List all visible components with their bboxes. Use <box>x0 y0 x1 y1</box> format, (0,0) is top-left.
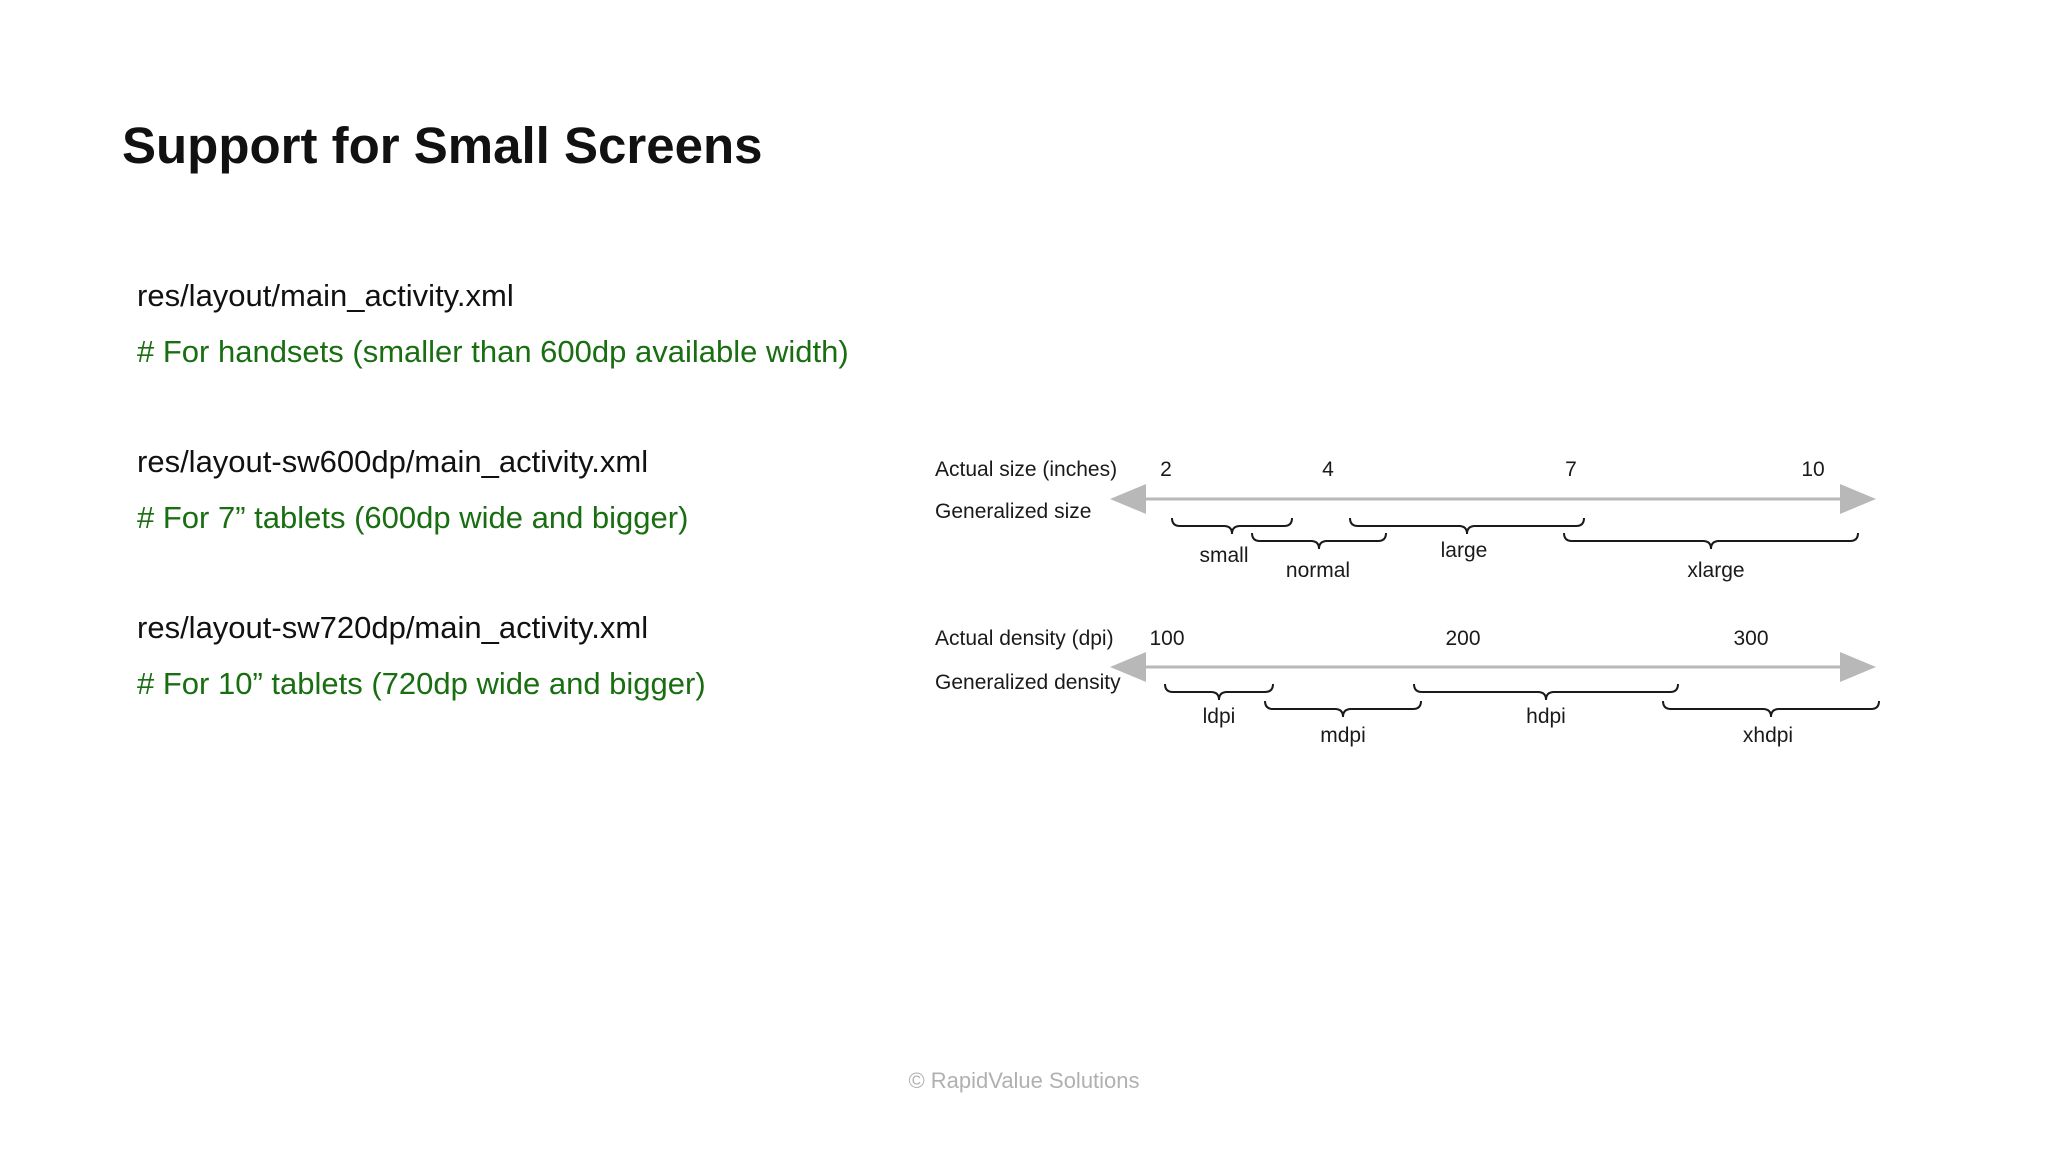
size-bucket-label: xlarge <box>1687 559 1745 582</box>
size-tick: 7 <box>1565 458 1577 481</box>
hdpi-brace <box>1414 684 1678 700</box>
density-bucket-label: xhdpi <box>1742 724 1794 747</box>
generalized-size-label: Generalized size <box>935 500 1092 523</box>
footer-copyright: © RapidValue Solutions <box>908 1068 1140 1093</box>
layout-path: res/layout-sw720dp/main_activity.xml <box>137 610 649 645</box>
screen-size-density-diagram <box>920 440 1880 770</box>
size-tick: 2 <box>1160 458 1172 481</box>
density-bucket-label: ldpi <box>1202 705 1236 728</box>
size-bucket-label: small <box>1199 544 1249 567</box>
layout-comment: # For handsets (smaller than 600dp available width) <box>137 334 849 369</box>
small-brace <box>1172 518 1292 534</box>
diagram-svg <box>920 440 1880 770</box>
size-bucket-label: large <box>1440 539 1488 562</box>
layout-comment: # For 10” tablets (720dp wide and bigger) <box>137 666 706 701</box>
ldpi-brace <box>1165 684 1273 700</box>
generalized-density-label: Generalized density <box>935 671 1121 694</box>
density-tick: 300 <box>1733 627 1769 650</box>
density-bucket-label: hdpi <box>1526 705 1566 728</box>
large-brace <box>1350 518 1584 534</box>
density-tick: 100 <box>1149 627 1185 650</box>
mdpi-brace <box>1265 701 1421 717</box>
layout-path: res/layout-sw600dp/main_activity.xml <box>137 444 649 479</box>
code-block-10in-tablets <box>137 607 706 705</box>
slide-title: Support for Small Screens <box>122 117 763 174</box>
actual-size-label: Actual size (inches) <box>935 458 1118 481</box>
code-block-7in-tablets <box>137 441 688 539</box>
size-tick: 10 <box>1801 458 1825 481</box>
normal-brace <box>1252 533 1386 549</box>
size-bucket-label: normal <box>1285 559 1351 582</box>
xlarge-brace <box>1564 533 1858 549</box>
xhdpi-brace <box>1663 701 1879 717</box>
actual-density-label: Actual density (dpi) <box>935 627 1114 650</box>
density-bucket-label: mdpi <box>1320 724 1366 747</box>
density-tick: 200 <box>1445 627 1481 650</box>
size-tick: 4 <box>1322 458 1334 481</box>
code-block-handsets <box>137 275 849 373</box>
layout-comment: # For 7” tablets (600dp wide and bigger) <box>137 500 689 535</box>
layout-path: res/layout/main_activity.xml <box>137 278 514 313</box>
